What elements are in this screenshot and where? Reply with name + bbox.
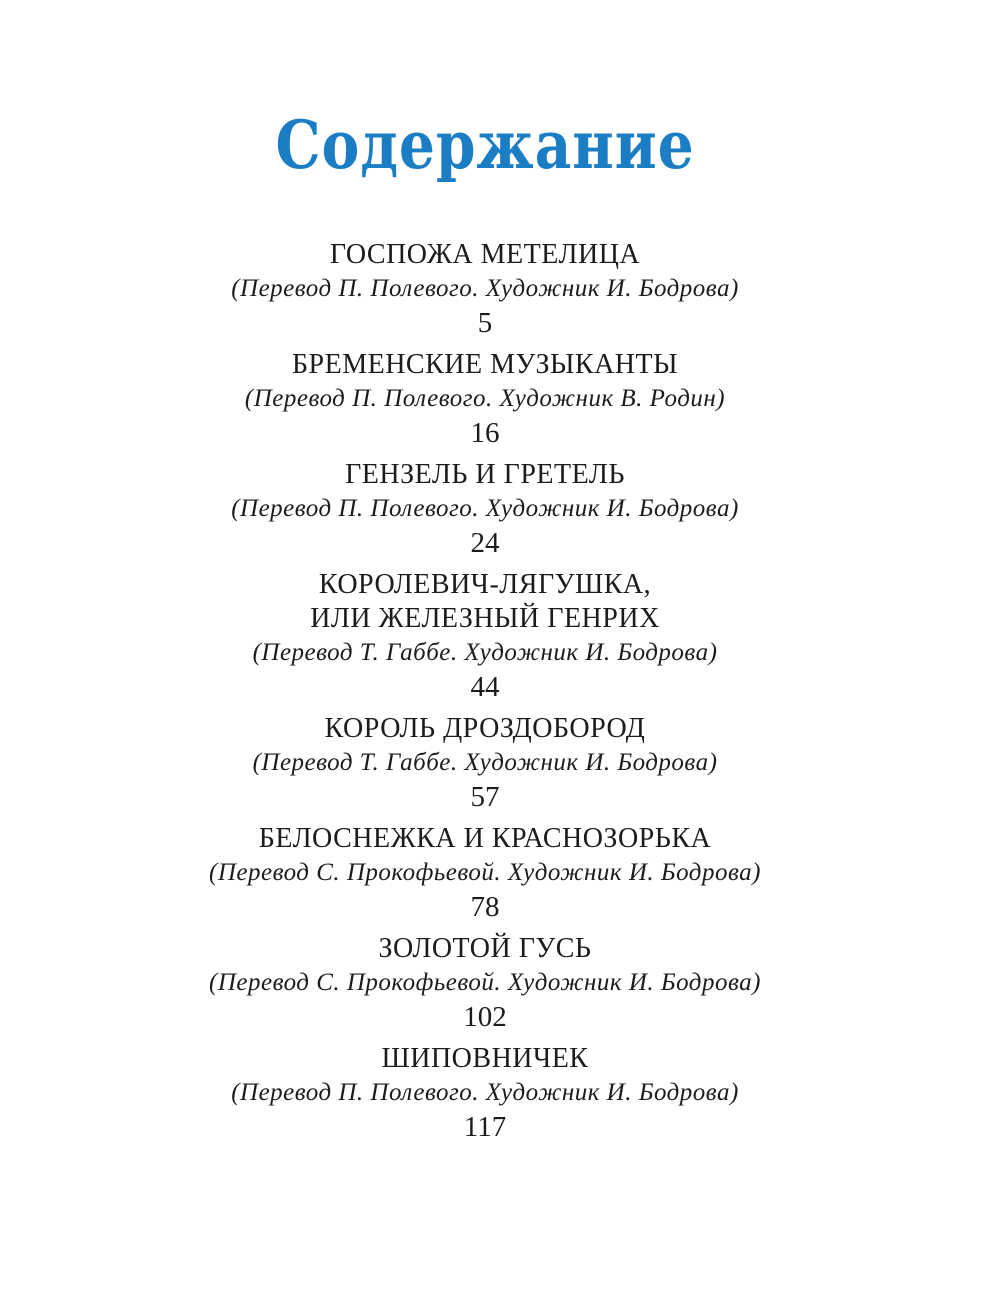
- translator-credit: (Перевод П. Полевого. Художник И. Бодрова): [231, 1079, 739, 1106]
- page-number: 16: [470, 417, 500, 449]
- page-number: 102: [463, 1001, 507, 1033]
- story-title: БЕЛОСНЕЖКА И КРАСНОЗОРЬКА: [258, 823, 712, 854]
- translator-credit: (Перевод Т. Габбе. Художник И. Бодрова): [252, 639, 718, 666]
- story-title: КОРОЛЕВИЧ-ЛЯГУШКА,: [318, 569, 652, 600]
- translator-credit: (Перевод П. Полевого. Художник И. Бодрова): [231, 275, 739, 302]
- story-title: ШИПОВНИЧЕК: [381, 1043, 589, 1074]
- toc-entry: [15, 712, 955, 814]
- toc-entry: [15, 348, 955, 450]
- toc-entry: [15, 822, 955, 924]
- page-number: 57: [470, 781, 500, 813]
- page-number: 24: [470, 527, 500, 559]
- translator-credit: (Перевод П. Полевого. Художник И. Бодрова): [231, 495, 739, 522]
- story-title: ГЕНЗЕЛЬ И ГРЕТЕЛЬ: [345, 459, 625, 490]
- toc-entry: [15, 238, 955, 340]
- toc-entry: [15, 458, 955, 560]
- translator-credit: (Перевод С. Прокофьевой. Художник И. Бодрова): [209, 859, 761, 886]
- toc-list: [15, 238, 955, 1144]
- page-number: 5: [477, 307, 493, 339]
- toc-entry: [15, 568, 955, 704]
- contents-heading: Содержание: [275, 106, 695, 184]
- story-title: БРЕМЕНСКИЕ МУЗЫКАНТЫ: [291, 349, 679, 380]
- translator-credit: (Перевод П. Полевого. Художник В. Родин): [244, 385, 726, 412]
- translator-credit: (Перевод Т. Габбе. Художник И. Бодрова): [252, 749, 718, 776]
- story-title: КОРОЛЬ ДРОЗДОБОРОД: [324, 713, 646, 744]
- page-number: 117: [463, 1111, 507, 1143]
- toc-entry: [15, 1042, 955, 1144]
- story-title: ЗОЛОТОЙ ГУСЬ: [378, 933, 592, 964]
- story-title: ГОСПОЖА МЕТЕЛИЦА: [329, 239, 641, 270]
- story-title-line2: ИЛИ ЖЕЛЕЗНЫЙ ГЕНРИХ: [310, 603, 660, 634]
- toc-entry: [15, 932, 955, 1034]
- translator-credit: (Перевод С. Прокофьевой. Художник И. Бодрова): [209, 969, 761, 996]
- page-number: 44: [470, 671, 500, 703]
- page-number: 78: [470, 891, 500, 923]
